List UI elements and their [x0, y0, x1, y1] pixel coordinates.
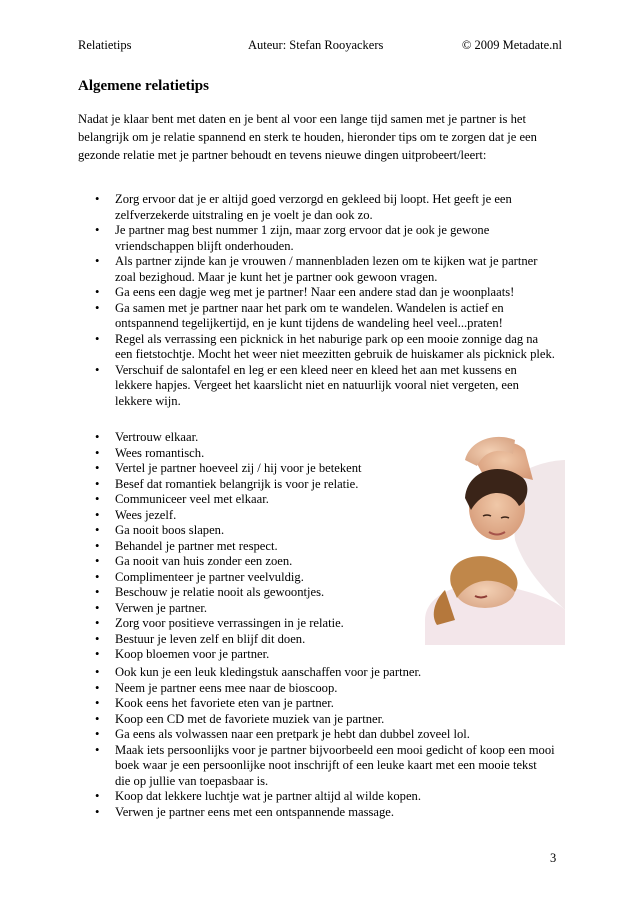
- list-item: • Ga samen met je partner naar het park om te wandelen. Wandelen is actief en ontspannend tegelijkertijd, en je kunt tijdens de wandeling heel veel...praten!: [95, 301, 555, 332]
- list-item: • Ga nooit boos slapen.: [95, 523, 435, 539]
- list-item: • Verschuif de salontafel en leg er een kleed neer en kleed het aan met kussens en lekkere hapjes. Vergeet het kaarslicht niet en natuurlijk vooral niet vergeten, een lekkere wijn.: [95, 363, 555, 410]
- list-item: • Ga eens een dagje weg met je partner! Naar een andere stad dan je woonplaats!: [95, 285, 555, 301]
- page-number: 3: [550, 851, 557, 865]
- tips-list-1: [95, 192, 555, 409]
- list-item: • Neem je partner eens mee naar de bioscoop.: [95, 681, 555, 697]
- list-item: • Vertrouw elkaar.: [95, 430, 435, 446]
- header-author: Auteur: Stefan Rooyackers: [248, 38, 384, 52]
- list-item: • Communiceer veel met elkaar.: [95, 492, 435, 508]
- tips-list-3: [95, 665, 555, 820]
- list-item: • Koop bloemen voor je partner.: [95, 647, 435, 663]
- list-item: • Ga nooit van huis zonder een zoen.: [95, 554, 435, 570]
- list-item: • Vertel je partner hoeveel zij / hij voor je betekent: [95, 461, 435, 477]
- list-item: • Koop een CD met de favoriete muziek van je partner.: [95, 712, 555, 728]
- tips-list-2: [95, 430, 435, 663]
- list-item: • Regel als verrassing een picknick in het naburige park op een mooie zonnige dag na een fietstochtje. Mocht het weer niet meezitten gebruik de huiskamer als picknick plek.: [95, 332, 555, 363]
- list-item: • Je partner mag best nummer 1 zijn, maar zorg ervoor dat je ook je gewone vriendschappen blijft onderhouden.: [95, 223, 555, 254]
- list-item: • Wees romantisch.: [95, 446, 435, 462]
- list-item: • Beschouw je relatie nooit als gewoontjes.: [95, 585, 435, 601]
- list-item: • Verwen je partner.: [95, 601, 435, 617]
- couple-photo: [415, 420, 565, 645]
- page-title: Algemene relatietips: [78, 78, 209, 94]
- list-item: • Complimenteer je partner veelvuldig.: [95, 570, 435, 586]
- list-item: • Bestuur je leven zelf en blijf dit doen.: [95, 632, 435, 648]
- list-item: • Zorg ervoor dat je er altijd goed verzorgd en gekleed bij loopt. Het geeft je een zelfverzekerde uitstraling en je voelt je dan ook zo.: [95, 192, 555, 223]
- list-item: • Kook eens het favoriete eten van je partner.: [95, 696, 555, 712]
- list-item: • Ook kun je een leuk kledingstuk aanschaffen voor je partner.: [95, 665, 555, 681]
- header-left: Relatietips: [78, 38, 132, 52]
- list-item: • Ga eens als volwassen naar een pretpark je hebt dan dubbel zoveel lol.: [95, 727, 555, 743]
- list-item: • Wees jezelf.: [95, 508, 435, 524]
- list-item: • Koop dat lekkere luchtje wat je partner altijd al wilde kopen.: [95, 789, 555, 805]
- list-item: • Besef dat romantiek belangrijk is voor je relatie.: [95, 477, 435, 493]
- intro-paragraph: Nadat je klaar bent met daten en je bent al voor een lange tijd samen met je partner is het belangrijk om je relatie spannend en sterk te houden, hieronder tips om te zorgen dat je een gezonde relatie met je partner behoudt en tevens nieuwe dingen uitprobeert/leert:: [78, 112, 537, 162]
- list-item: • Verwen je partner eens met een ontspannende massage.: [95, 805, 555, 821]
- list-item: • Maak iets persoonlijks voor je partner bijvoorbeeld een mooi gedicht of koop een mooi boek waar je een persoonlijke noot inschrijft of een leuke kaart met een mooie tekst die op jullie van toepasbaar is.: [95, 743, 555, 790]
- list-item: • Als partner zijnde kan je vrouwen / mannenbladen lezen om te kijken wat je partner zoal bezighoud. Maar je kunt het je partner ook gewoon vragen.: [95, 254, 555, 285]
- list-item: • Behandel je partner met respect.: [95, 539, 435, 555]
- header-copyright: © 2009 Metadate.nl: [461, 38, 562, 52]
- list-item: • Zorg voor positieve verrassingen in je relatie.: [95, 616, 435, 632]
- page-header: [78, 38, 562, 54]
